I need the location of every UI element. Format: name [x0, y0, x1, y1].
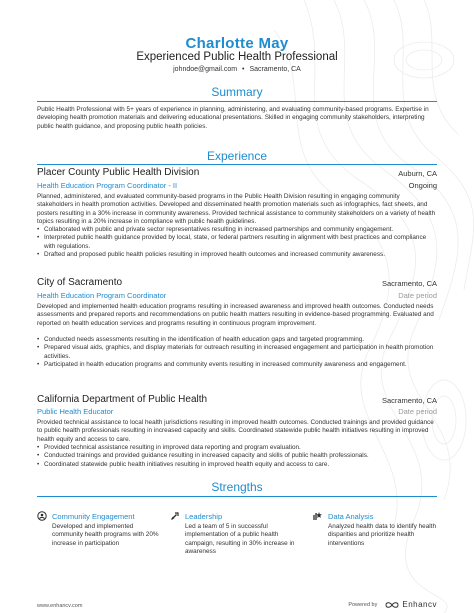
job-bullets: [37, 336, 437, 369]
strength-item-data-analysis: [313, 511, 438, 548]
list-item: • Drafted and proposed public health policies resulting in improved health outcomes and increased community awareness.: [37, 251, 437, 259]
job-role: Health Education Program Coordinator - II: [37, 181, 178, 190]
list-item: • Provided technical assistance resulting in improved data reporting and program evaluation.: [37, 444, 437, 452]
experience-divider: [37, 164, 437, 165]
strengths-heading: Strengths: [211, 480, 263, 494]
list-item: • Participated in health education programs and community events resulting in increased community awareness and engagement.: [37, 361, 437, 369]
strength-title: Leadership: [185, 511, 223, 521]
candidate-name: Charlotte May: [185, 35, 289, 52]
list-item: • Conducted trainings and provided guidance resulting in increased capacity and skills of public health professionals.: [37, 452, 437, 460]
job-description: Developed and implemented health education programs resulting in increased awareness and improved health outcomes. Conducted needs assessments and prepared reports and recommendations on public health matters resulting in evidence-based programming. Evaluated and reported on health education services and programs resulting in continuous program improvement.: [37, 303, 434, 327]
strength-item-leadership: [170, 511, 295, 556]
list-item: • Interpreted public health guidance provided by local, state, or federal partners resulting in alignment with best practices and compliance with regulations.: [37, 234, 437, 251]
job-description: Planned, administered, and evaluated community-based programs in the Public Health Division resulting in engaging community stakeholders in health promotion activities. Developed and disseminated health promotion materials such as infographics, fact sheets, and posters resulting in a 30% increase in community awareness. Provided technical assistance to community stakeholders on a variety of health topics resulting in a 20% increase in compliance with public health guidelines.: [37, 193, 436, 225]
strength-item-community-engagement: [37, 511, 162, 548]
job-role: Public Health Educator: [37, 407, 114, 416]
strength-title: Data Analysis: [328, 511, 374, 521]
strengths-divider: [37, 496, 437, 497]
enhancv-logo-icon: [385, 601, 399, 609]
job-date: Ongoing: [408, 181, 437, 190]
job-organization: California Department of Public Health: [37, 394, 208, 405]
list-item: • Prepared visual aids, graphics, and display materials for outreach resulting in increased engagement and participation in health promotion activities.: [37, 344, 437, 361]
summary-text: Public Health Professional with 5+ years of experience in planning, administering, and evaluating community-based programs. Expertise in developing health promotion materials and delivering educational presentations. Skilled in engaging community stakeholders, interpreting public health guidance, and proposing public health policies.: [37, 106, 429, 130]
candidate-title: Experienced Public Health Professional: [136, 51, 338, 63]
leadership-icon: [170, 511, 180, 521]
job-bullets: [37, 444, 437, 469]
experience-heading: Experience: [206, 149, 268, 163]
separator-dot: •: [242, 66, 245, 73]
strength-description: Analyzed health data to identify health disparities and prioritize health interventions: [328, 523, 437, 547]
brand-name: Enhancv: [402, 600, 437, 609]
job-date: Date period: [398, 291, 437, 300]
strength-description: Developed and implemented community health programs with 20% increase in participation: [52, 523, 159, 547]
footer-website-link[interactable]: www.enhancv.com: [37, 603, 83, 609]
job-description: Provided technical assistance to local health jurisdictions resulting in improved health outcomes. Conducted trainings and provided guidance to public health professionals resulting in increased capacity and skills. Coordinated statewide public health initiatives resulting in improved health equity and access to care.: [37, 419, 434, 443]
job-organization: Placer County Public Health Division: [37, 167, 200, 178]
footer-powered-by: [348, 600, 437, 609]
list-item: • Coordinated statewide public health initiatives resulting in improved health equity and access to care.: [37, 461, 437, 469]
list-item: • Collaborated with public and private sector representatives resulting in increased partnerships and community engagement.: [37, 226, 437, 234]
job-bullets: [37, 226, 437, 259]
contact-line: [0, 66, 474, 73]
job-organization: City of Sacramento: [37, 277, 123, 288]
community-icon: [37, 511, 47, 521]
powered-by-label: Powered by: [348, 601, 378, 608]
job-location: Sacramento, CA: [381, 279, 437, 288]
summary-heading: Summary: [211, 85, 263, 99]
summary-divider: [37, 101, 437, 102]
list-item: • Conducted needs assessments resulting in the identification of health education gaps and targeted programming.: [37, 336, 437, 344]
job-location: Auburn, CA: [398, 169, 437, 178]
job-date: Date period: [398, 407, 437, 416]
location: Sacramento, CA: [249, 66, 301, 73]
job-role: Health Education Program Coordinator: [37, 291, 167, 300]
strength-title: Community Engagement: [52, 511, 135, 521]
email[interactable]: johndoe@gmail.com: [173, 66, 238, 73]
data-analysis-icon: [313, 511, 323, 521]
job-location: Sacramento, CA: [381, 396, 437, 405]
strength-description: Led a team of 5 in successful implementation of a public health campaign, resulting in 30% increase in awareness: [185, 523, 295, 555]
